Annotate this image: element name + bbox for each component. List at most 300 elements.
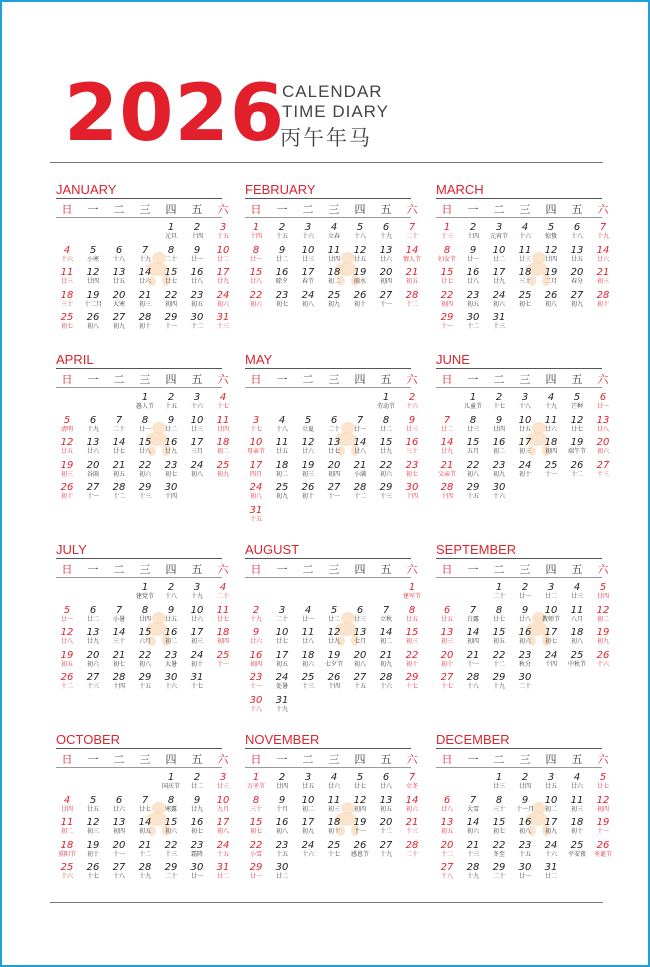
day-cell[interactable] [210, 460, 236, 482]
day-cell[interactable] [486, 627, 512, 649]
day-cell[interactable] [132, 817, 158, 839]
day-cell[interactable] [295, 415, 321, 437]
day-cell[interactable] [434, 267, 460, 289]
day-cell[interactable] [243, 695, 269, 717]
day-cell[interactable] [269, 460, 295, 482]
day-cell[interactable] [512, 392, 538, 414]
day-cell[interactable] [486, 817, 512, 839]
day-cell[interactable] [460, 312, 486, 334]
day-cell[interactable] [460, 627, 486, 649]
day-cell[interactable] [295, 672, 321, 694]
day-cell[interactable] [54, 460, 80, 482]
day-cell[interactable] [399, 795, 425, 817]
day-cell[interactable] [184, 290, 210, 312]
day-cell[interactable] [269, 695, 295, 717]
day-cell[interactable] [564, 795, 590, 817]
day-cell[interactable] [373, 840, 399, 862]
day-cell[interactable] [54, 840, 80, 862]
day-cell[interactable] [54, 605, 80, 627]
day-cell[interactable] [347, 795, 373, 817]
day-cell[interactable] [295, 437, 321, 459]
day-cell[interactable] [210, 437, 236, 459]
day-cell[interactable] [399, 772, 425, 794]
day-cell[interactable] [347, 222, 373, 244]
day-cell[interactable] [486, 437, 512, 459]
day-cell[interactable] [321, 672, 347, 694]
day-cell[interactable] [132, 650, 158, 672]
day-cell[interactable] [132, 795, 158, 817]
day-cell[interactable] [538, 392, 564, 414]
day-cell[interactable] [132, 460, 158, 482]
day-cell[interactable] [269, 627, 295, 649]
day-cell[interactable] [54, 795, 80, 817]
day-cell[interactable] [243, 627, 269, 649]
day-cell[interactable] [132, 840, 158, 862]
day-cell[interactable] [80, 267, 106, 289]
day-cell[interactable] [106, 245, 132, 267]
day-cell[interactable] [158, 862, 184, 884]
day-cell[interactable] [321, 627, 347, 649]
day-cell[interactable] [564, 290, 590, 312]
day-cell[interactable] [243, 437, 269, 459]
day-cell[interactable] [321, 817, 347, 839]
day-cell[interactable] [243, 267, 269, 289]
day-cell[interactable] [373, 605, 399, 627]
day-cell[interactable] [512, 460, 538, 482]
day-cell[interactable] [373, 795, 399, 817]
day-cell[interactable] [486, 772, 512, 794]
day-cell[interactable] [269, 772, 295, 794]
day-cell[interactable] [54, 245, 80, 267]
day-cell[interactable] [347, 772, 373, 794]
day-cell[interactable] [373, 627, 399, 649]
day-cell[interactable] [243, 817, 269, 839]
day-cell[interactable] [269, 672, 295, 694]
day-cell[interactable] [80, 627, 106, 649]
day-cell[interactable] [512, 290, 538, 312]
day-cell[interactable] [132, 582, 158, 604]
day-cell[interactable] [347, 840, 373, 862]
day-cell[interactable] [564, 460, 590, 482]
day-cell[interactable] [399, 627, 425, 649]
day-cell[interactable] [512, 245, 538, 267]
day-cell[interactable] [486, 222, 512, 244]
day-cell[interactable] [269, 862, 295, 884]
day-cell[interactable] [486, 840, 512, 862]
day-cell[interactable] [538, 460, 564, 482]
day-cell[interactable] [210, 605, 236, 627]
day-cell[interactable] [590, 817, 616, 839]
day-cell[interactable] [106, 862, 132, 884]
day-cell[interactable] [347, 290, 373, 312]
day-cell[interactable] [512, 267, 538, 289]
day-cell[interactable] [399, 222, 425, 244]
day-cell[interactable] [564, 582, 590, 604]
day-cell[interactable] [564, 627, 590, 649]
day-cell[interactable] [210, 415, 236, 437]
day-cell[interactable] [347, 672, 373, 694]
day-cell[interactable] [210, 312, 236, 334]
day-cell[interactable] [321, 222, 347, 244]
day-cell[interactable] [269, 482, 295, 504]
day-cell[interactable] [512, 795, 538, 817]
day-cell[interactable] [295, 460, 321, 482]
day-cell[interactable] [106, 460, 132, 482]
day-cell[interactable] [512, 650, 538, 672]
day-cell[interactable] [210, 245, 236, 267]
day-cell[interactable] [564, 772, 590, 794]
day-cell[interactable] [80, 650, 106, 672]
day-cell[interactable] [106, 627, 132, 649]
day-cell[interactable] [434, 460, 460, 482]
day-cell[interactable] [321, 482, 347, 504]
day-cell[interactable] [106, 672, 132, 694]
day-cell[interactable] [269, 650, 295, 672]
day-cell[interactable] [321, 245, 347, 267]
day-cell[interactable] [106, 605, 132, 627]
day-cell[interactable] [269, 840, 295, 862]
day-cell[interactable] [347, 817, 373, 839]
day-cell[interactable] [538, 290, 564, 312]
day-cell[interactable] [538, 605, 564, 627]
day-cell[interactable] [399, 460, 425, 482]
day-cell[interactable] [80, 482, 106, 504]
day-cell[interactable] [158, 267, 184, 289]
day-cell[interactable] [486, 650, 512, 672]
day-cell[interactable] [243, 505, 269, 527]
day-cell[interactable] [373, 392, 399, 414]
day-cell[interactable] [106, 795, 132, 817]
day-cell[interactable] [486, 245, 512, 267]
day-cell[interactable] [54, 482, 80, 504]
day-cell[interactable] [590, 415, 616, 437]
day-cell[interactable] [184, 582, 210, 604]
day-cell[interactable] [399, 672, 425, 694]
day-cell[interactable] [373, 460, 399, 482]
day-cell[interactable] [158, 605, 184, 627]
day-cell[interactable] [512, 840, 538, 862]
day-cell[interactable] [373, 437, 399, 459]
day-cell[interactable] [460, 437, 486, 459]
day-cell[interactable] [321, 290, 347, 312]
day-cell[interactable] [564, 392, 590, 414]
day-cell[interactable] [486, 672, 512, 694]
day-cell[interactable] [295, 245, 321, 267]
day-cell[interactable] [80, 245, 106, 267]
day-cell[interactable] [347, 267, 373, 289]
day-cell[interactable] [184, 267, 210, 289]
day-cell[interactable] [512, 627, 538, 649]
day-cell[interactable] [132, 862, 158, 884]
day-cell[interactable] [347, 650, 373, 672]
day-cell[interactable] [347, 245, 373, 267]
day-cell[interactable] [210, 862, 236, 884]
day-cell[interactable] [295, 290, 321, 312]
day-cell[interactable] [132, 290, 158, 312]
day-cell[interactable] [184, 840, 210, 862]
day-cell[interactable] [243, 650, 269, 672]
day-cell[interactable] [321, 772, 347, 794]
day-cell[interactable] [590, 650, 616, 672]
day-cell[interactable] [295, 605, 321, 627]
day-cell[interactable] [399, 582, 425, 604]
day-cell[interactable] [399, 817, 425, 839]
day-cell[interactable] [590, 392, 616, 414]
day-cell[interactable] [243, 482, 269, 504]
day-cell[interactable] [399, 482, 425, 504]
day-cell[interactable] [321, 437, 347, 459]
day-cell[interactable] [321, 650, 347, 672]
day-cell[interactable] [269, 290, 295, 312]
day-cell[interactable] [460, 650, 486, 672]
day-cell[interactable] [373, 482, 399, 504]
day-cell[interactable] [399, 605, 425, 627]
day-cell[interactable] [486, 290, 512, 312]
day-cell[interactable] [512, 672, 538, 694]
day-cell[interactable] [158, 582, 184, 604]
day-cell[interactable] [590, 627, 616, 649]
day-cell[interactable] [399, 267, 425, 289]
day-cell[interactable] [243, 795, 269, 817]
day-cell[interactable] [486, 605, 512, 627]
day-cell[interactable] [184, 772, 210, 794]
day-cell[interactable] [399, 415, 425, 437]
day-cell[interactable] [269, 795, 295, 817]
day-cell[interactable] [158, 415, 184, 437]
day-cell[interactable] [460, 817, 486, 839]
day-cell[interactable] [590, 222, 616, 244]
day-cell[interactable] [210, 817, 236, 839]
day-cell[interactable] [80, 290, 106, 312]
day-cell[interactable] [512, 437, 538, 459]
day-cell[interactable] [106, 415, 132, 437]
day-cell[interactable] [80, 862, 106, 884]
day-cell[interactable] [184, 605, 210, 627]
day-cell[interactable] [538, 795, 564, 817]
day-cell[interactable] [590, 772, 616, 794]
day-cell[interactable] [106, 817, 132, 839]
day-cell[interactable] [538, 437, 564, 459]
day-cell[interactable] [210, 290, 236, 312]
day-cell[interactable] [590, 582, 616, 604]
day-cell[interactable] [460, 415, 486, 437]
day-cell[interactable] [564, 222, 590, 244]
day-cell[interactable] [399, 437, 425, 459]
day-cell[interactable] [460, 392, 486, 414]
day-cell[interactable] [460, 245, 486, 267]
day-cell[interactable] [80, 795, 106, 817]
day-cell[interactable] [158, 627, 184, 649]
day-cell[interactable] [590, 840, 616, 862]
day-cell[interactable] [184, 672, 210, 694]
day-cell[interactable] [373, 650, 399, 672]
day-cell[interactable] [80, 817, 106, 839]
day-cell[interactable] [158, 840, 184, 862]
day-cell[interactable] [132, 482, 158, 504]
day-cell[interactable] [210, 582, 236, 604]
day-cell[interactable] [158, 795, 184, 817]
day-cell[interactable] [373, 415, 399, 437]
day-cell[interactable] [54, 415, 80, 437]
day-cell[interactable] [106, 482, 132, 504]
day-cell[interactable] [590, 795, 616, 817]
day-cell[interactable] [564, 267, 590, 289]
day-cell[interactable] [590, 290, 616, 312]
day-cell[interactable] [460, 605, 486, 627]
day-cell[interactable] [564, 245, 590, 267]
day-cell[interactable] [564, 605, 590, 627]
day-cell[interactable] [434, 605, 460, 627]
day-cell[interactable] [434, 482, 460, 504]
day-cell[interactable] [460, 840, 486, 862]
day-cell[interactable] [269, 245, 295, 267]
day-cell[interactable] [269, 415, 295, 437]
day-cell[interactable] [243, 862, 269, 884]
day-cell[interactable] [54, 267, 80, 289]
day-cell[interactable] [106, 840, 132, 862]
day-cell[interactable] [243, 222, 269, 244]
day-cell[interactable] [512, 222, 538, 244]
day-cell[interactable] [434, 627, 460, 649]
day-cell[interactable] [538, 415, 564, 437]
day-cell[interactable] [512, 582, 538, 604]
day-cell[interactable] [486, 267, 512, 289]
day-cell[interactable] [486, 482, 512, 504]
day-cell[interactable] [538, 267, 564, 289]
day-cell[interactable] [132, 437, 158, 459]
day-cell[interactable] [132, 415, 158, 437]
day-cell[interactable] [158, 312, 184, 334]
day-cell[interactable] [460, 672, 486, 694]
day-cell[interactable] [184, 862, 210, 884]
day-cell[interactable] [158, 222, 184, 244]
day-cell[interactable] [347, 627, 373, 649]
day-cell[interactable] [158, 482, 184, 504]
day-cell[interactable] [434, 437, 460, 459]
day-cell[interactable] [132, 267, 158, 289]
day-cell[interactable] [347, 415, 373, 437]
day-cell[interactable] [106, 650, 132, 672]
day-cell[interactable] [158, 817, 184, 839]
day-cell[interactable] [373, 222, 399, 244]
day-cell[interactable] [538, 582, 564, 604]
day-cell[interactable] [54, 672, 80, 694]
day-cell[interactable] [295, 222, 321, 244]
day-cell[interactable] [295, 267, 321, 289]
day-cell[interactable] [347, 605, 373, 627]
day-cell[interactable] [184, 627, 210, 649]
day-cell[interactable] [434, 290, 460, 312]
day-cell[interactable] [184, 245, 210, 267]
day-cell[interactable] [321, 840, 347, 862]
day-cell[interactable] [486, 862, 512, 884]
day-cell[interactable] [106, 312, 132, 334]
day-cell[interactable] [184, 392, 210, 414]
day-cell[interactable] [321, 605, 347, 627]
day-cell[interactable] [158, 672, 184, 694]
day-cell[interactable] [243, 245, 269, 267]
day-cell[interactable] [243, 672, 269, 694]
day-cell[interactable] [295, 482, 321, 504]
day-cell[interactable] [434, 222, 460, 244]
day-cell[interactable] [486, 460, 512, 482]
day-cell[interactable] [80, 415, 106, 437]
day-cell[interactable] [210, 222, 236, 244]
day-cell[interactable] [460, 222, 486, 244]
day-cell[interactable] [399, 840, 425, 862]
day-cell[interactable] [538, 840, 564, 862]
day-cell[interactable] [321, 795, 347, 817]
day-cell[interactable] [564, 415, 590, 437]
day-cell[interactable] [106, 290, 132, 312]
day-cell[interactable] [590, 605, 616, 627]
day-cell[interactable] [106, 267, 132, 289]
day-cell[interactable] [80, 840, 106, 862]
day-cell[interactable] [373, 672, 399, 694]
day-cell[interactable] [210, 650, 236, 672]
day-cell[interactable] [512, 415, 538, 437]
day-cell[interactable] [321, 460, 347, 482]
day-cell[interactable] [460, 267, 486, 289]
day-cell[interactable] [132, 392, 158, 414]
day-cell[interactable] [80, 605, 106, 627]
day-cell[interactable] [158, 245, 184, 267]
day-cell[interactable] [80, 672, 106, 694]
day-cell[interactable] [243, 290, 269, 312]
day-cell[interactable] [564, 650, 590, 672]
day-cell[interactable] [399, 290, 425, 312]
day-cell[interactable] [132, 605, 158, 627]
day-cell[interactable] [210, 627, 236, 649]
day-cell[interactable] [538, 650, 564, 672]
day-cell[interactable] [184, 460, 210, 482]
day-cell[interactable] [243, 840, 269, 862]
day-cell[interactable] [184, 415, 210, 437]
day-cell[interactable] [321, 267, 347, 289]
day-cell[interactable] [158, 772, 184, 794]
day-cell[interactable] [434, 672, 460, 694]
day-cell[interactable] [538, 627, 564, 649]
day-cell[interactable] [512, 817, 538, 839]
day-cell[interactable] [158, 290, 184, 312]
day-cell[interactable] [269, 817, 295, 839]
day-cell[interactable] [158, 460, 184, 482]
day-cell[interactable] [295, 817, 321, 839]
day-cell[interactable] [460, 290, 486, 312]
day-cell[interactable] [80, 312, 106, 334]
day-cell[interactable] [434, 795, 460, 817]
day-cell[interactable] [460, 862, 486, 884]
day-cell[interactable] [184, 222, 210, 244]
day-cell[interactable] [434, 862, 460, 884]
day-cell[interactable] [373, 290, 399, 312]
day-cell[interactable] [210, 840, 236, 862]
day-cell[interactable] [512, 605, 538, 627]
day-cell[interactable] [460, 482, 486, 504]
day-cell[interactable] [564, 817, 590, 839]
day-cell[interactable] [295, 627, 321, 649]
day-cell[interactable] [347, 460, 373, 482]
day-cell[interactable] [210, 795, 236, 817]
day-cell[interactable] [486, 795, 512, 817]
day-cell[interactable] [590, 460, 616, 482]
day-cell[interactable] [54, 817, 80, 839]
day-cell[interactable] [538, 772, 564, 794]
day-cell[interactable] [243, 772, 269, 794]
day-cell[interactable] [347, 482, 373, 504]
day-cell[interactable] [54, 312, 80, 334]
day-cell[interactable] [54, 437, 80, 459]
